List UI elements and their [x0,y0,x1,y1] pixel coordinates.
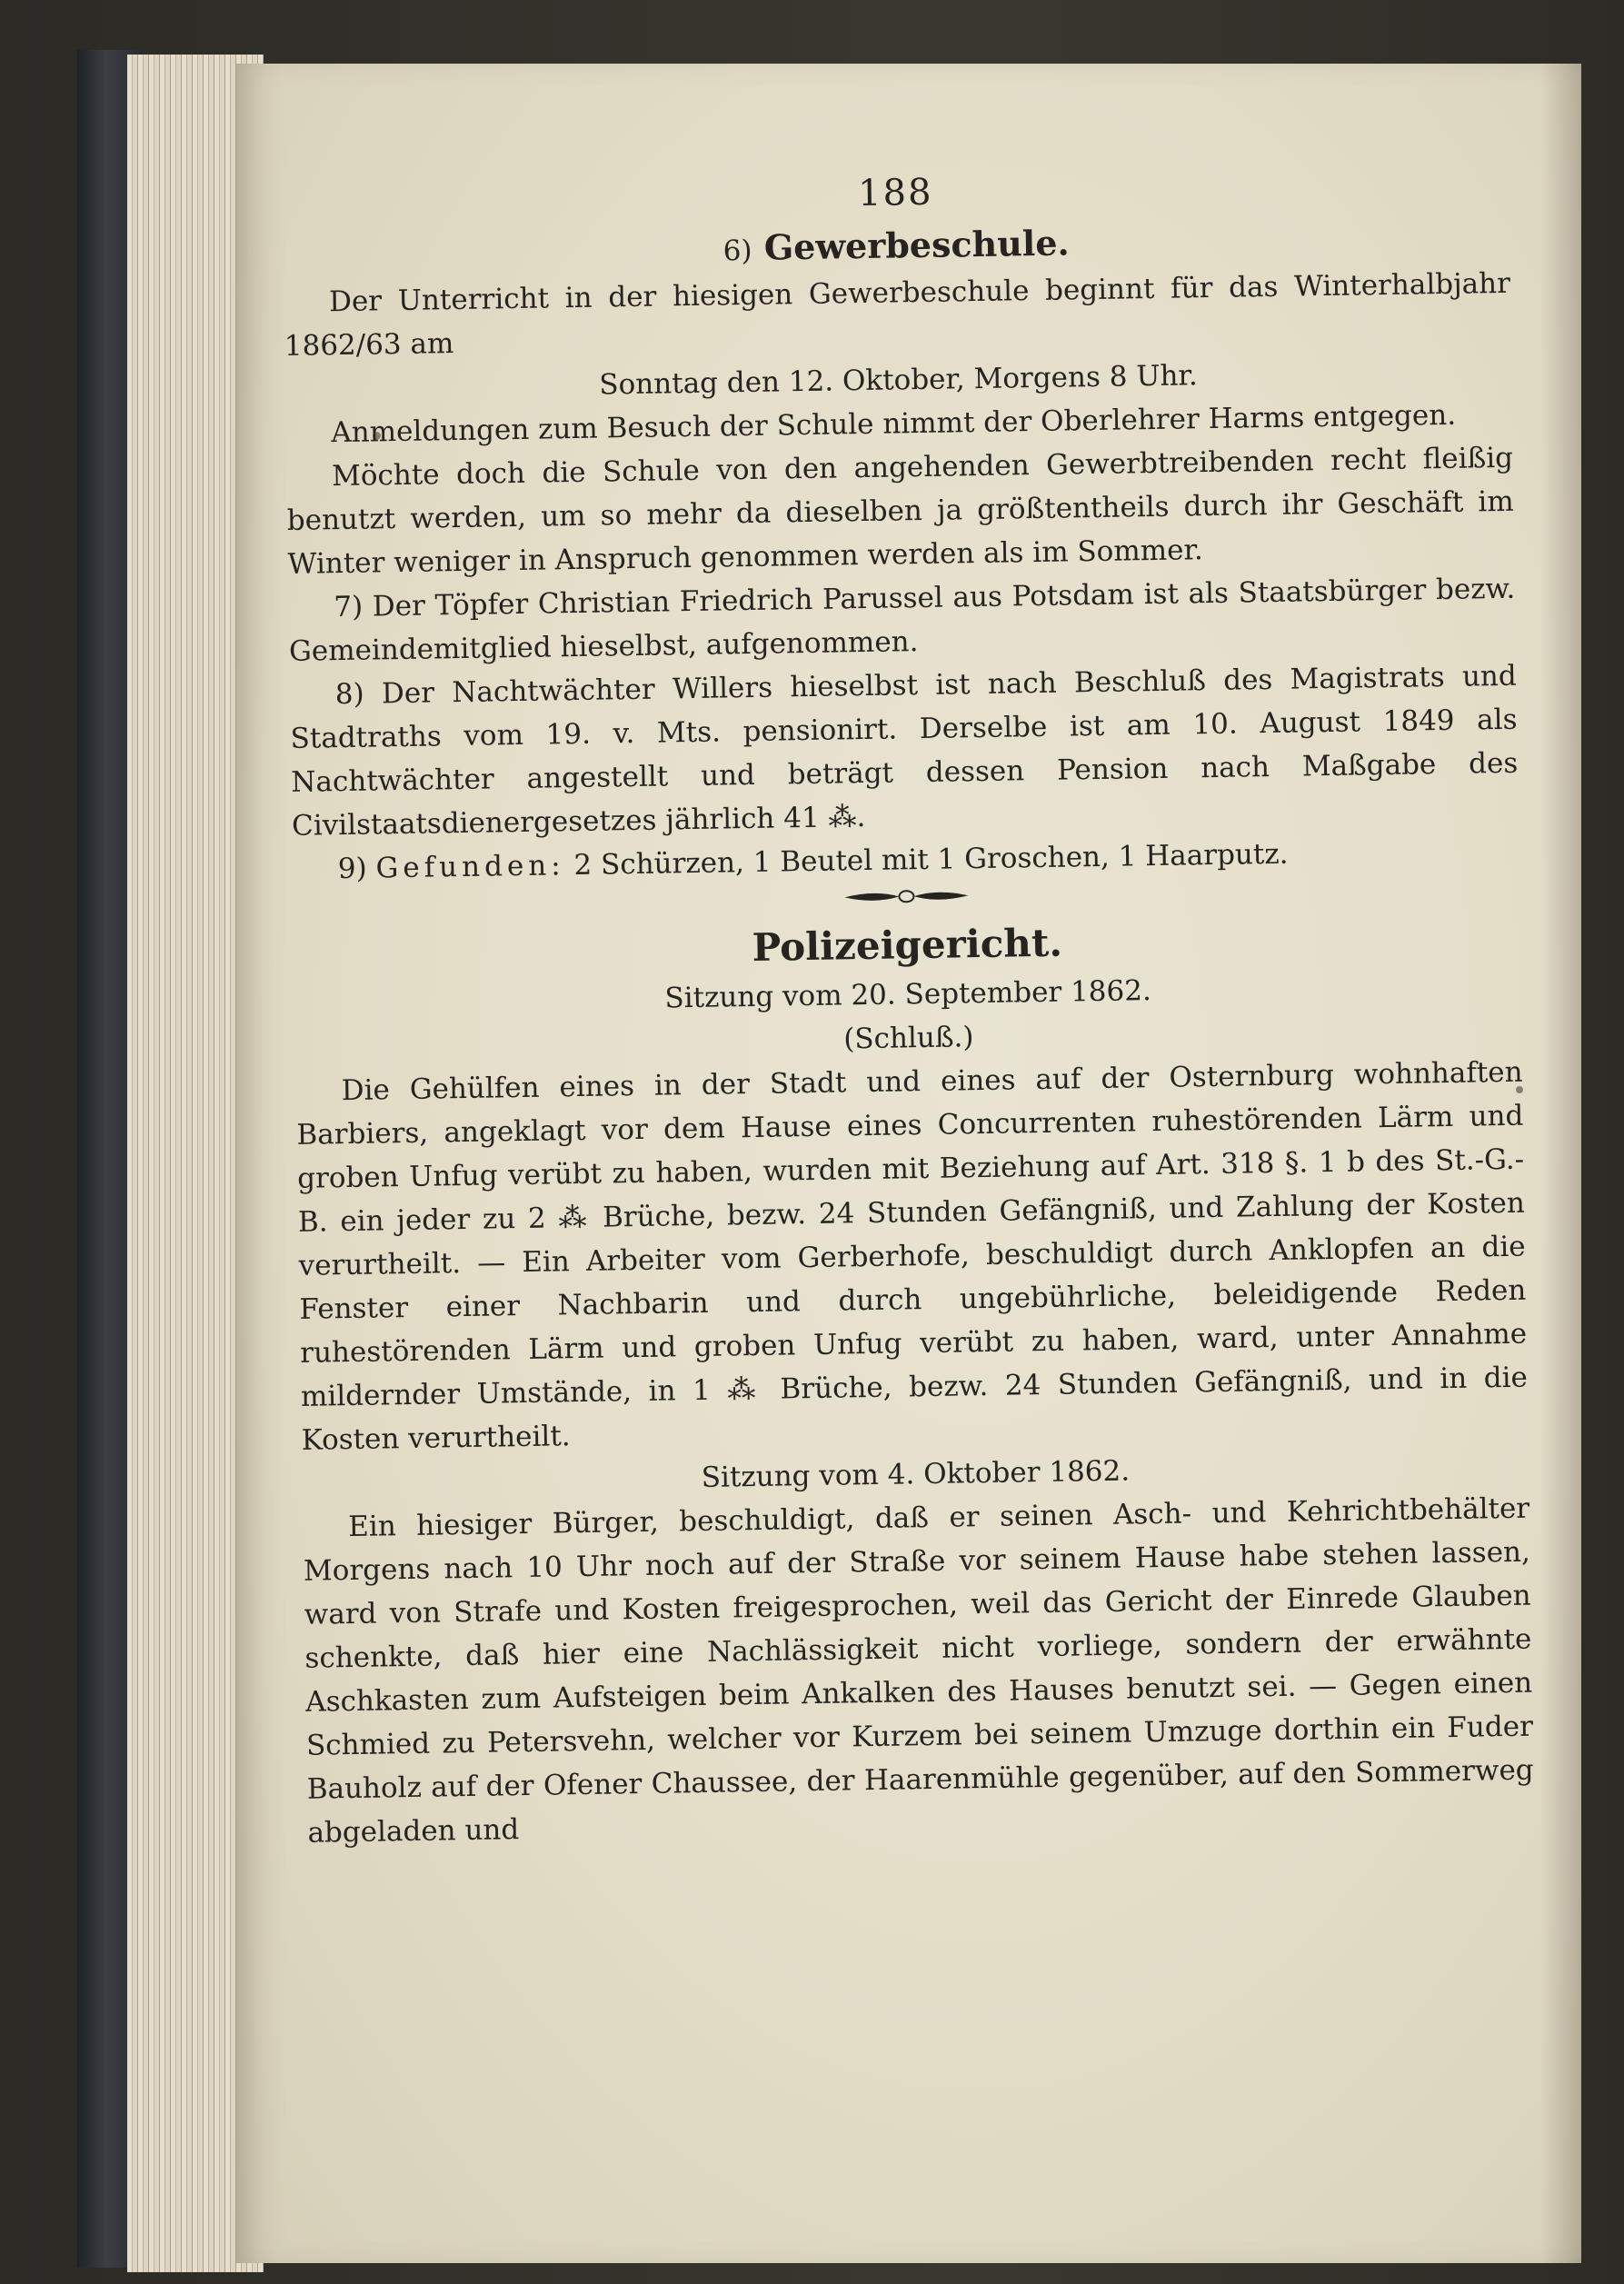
paragraph: Möchte doch die Schule von den angehenden Gewerbtreibenden recht fleißig benutzt werden, um so mehr da dieselben ja größtentheils durch ihr Geschäft im Winter weniger in Anspruch genommen werden als im Sommer. [286,441,1514,581]
page-number: 188 [857,171,933,215]
paragraph: Anmeldungen zum Besuch der Schule nimmt der Oberlehrer Harms entgegen. [331,398,1457,450]
item-8: 8) Der Nachtwächter Willers hieselbst ist nach Beschluß des Magistrats und Stadtraths vom 19. v. Mts. pensionirt. Derselbe ist am 10. August 1849 als Nachtwächter angestellt und beträgt dessen Pension nach Maßgabe des Civilstaatsdienergesetzes jährlich 41 ⁂. [290,659,1519,843]
session-heading: Sitzung vom 20. September 1862. [664,974,1152,1015]
paragraph: Die Gehülfen eines in der Stadt und eines auf der Osternburg wohnhaften Barbiers, angeklagt vor dem Hause eines Concurrenten ruhestörenden Lärm und groben Unfug verübt zu haben, wurden mit Beziehung auf Art. 318 §. 1 b des St.-G.-B. ein jeder zu 2 ⁂ Brüche, bezw. 24 Stunden Gefängniß, und Zahlung der Kosten verurtheilt. — Ein Arbeiter vom Gerberhofe, beschuldigt durch Anklopfen an die Fenster einer Nachbarin und durch ungebührliche, beleidigende Reden ruhestörenden Lärm und groben Unfug verübt zu haben, ward, unter Annahme mildernder Umstände, in 1 ⁂ Brüche, bezw. 24 Stunden Gefängniß, und in die Kosten verurtheilt. [296,1055,1529,1457]
paragraph: Ein hiesiger Bürger, beschuldigt, daß er seinen Asch- und Kehrichtbehälter Morgens nach 10 Uhr noch auf der Straße vor seinem Hause habe stehen lassen, ward von Strafe und Kosten freigesprochen, weil das Gericht der Einrede Glauben schenkte, daß hier eine Nachlässigkeit nicht vorliege, sondern der erwähnte Aschkasten zum Aufsteigen beim Ankalken des Hauses benutzt sei. — Gegen einen Schmied zu Petersvehn, welcher vor Kurzem bei seinem Umzuge dorthin ein Fuder Bauholz auf der Ofener Chaussee, der Haarenmühle gegenüber, auf den Sommerweg abgeladen und [303,1491,1534,1850]
item-9-text: 2 Schürzen, 1 Beutel mit 1 Groschen, 1 Haarputz. [573,837,1289,883]
page-text-block [282,163,1535,1855]
police-court-heading: Polizeigericht. [752,920,1063,970]
item-7: 7) Der Töpfer Christian Friedrich Parussel aus Potsdam ist als Staatsbürger bezw. Gemeindemitglied hieselbst, aufgenommen. [288,572,1516,668]
session-heading: Sitzung vom 4. Oktober 1862. [701,1454,1131,1494]
date-line: Sonntag den 12. Oktober, Morgens 8 Uhr. [599,359,1198,402]
section-title: Gewerbeschule. [763,222,1070,268]
paragraph: Der Unterricht in der hiesigen Gewerbeschule beginnt für das Winterhalbjahr 1862/63 am [284,266,1511,363]
page-gutter-shadow [1540,64,1581,2263]
item-9-label: Gefunden: [375,849,565,885]
item-9-number: 9) [337,852,367,886]
section-number: 6) [722,234,752,268]
continuation-note: (Schluß.) [843,1021,974,1056]
